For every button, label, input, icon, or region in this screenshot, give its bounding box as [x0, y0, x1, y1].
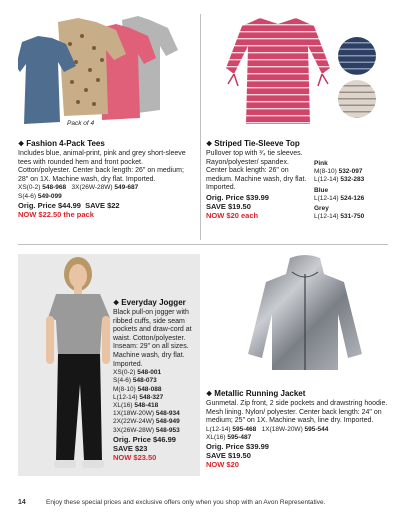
jacket-price: Orig. Price $39.99 [206, 442, 269, 452]
tees-title: ❖ Fashion 4-Pack Tees [18, 139, 105, 148]
diamond-icon: ❖ [206, 391, 213, 398]
jogger-save: SAVE $23 [113, 443, 148, 453]
sku-row: S(4-6) 548-073 [113, 377, 157, 385]
jogger-text [113, 298, 205, 462]
jacket-title: ❖ Metallic Running Jacket [206, 389, 306, 398]
color-swatch-blue[interactable] [338, 37, 376, 75]
striped-description: Pullover top with ³⁄₄ tie sleeves. Rayon/polyester/ spandex. Center back length: 26" on medium. Machine wash, dry flat. Imported. [206, 150, 307, 192]
color-name: Blue [314, 186, 329, 194]
sku-row: L(12-14) 548-327 [113, 393, 164, 401]
sku-row: L(12-14) 524-126 [314, 194, 365, 202]
tees-text [18, 139, 190, 219]
striped-now-price: NOW $20 each [206, 210, 259, 220]
jacket-sku-row: L(12-14) 595-468 1X(18W-20W) 595-544 [206, 425, 329, 433]
sku-row: 3X(26W-28W) 548-953 [113, 426, 180, 434]
diamond-icon: ❖ [206, 141, 213, 148]
striped-colors [314, 160, 396, 221]
striped-save: SAVE $19.50 [206, 201, 251, 211]
jogger-now-price: NOW $23.50 [113, 452, 157, 462]
page-number: 14 [18, 499, 26, 506]
jogger-description: Black pull-on jogger with ribbed cuffs, side seam pockets and draw-cord at waist. Cotton/polyester. Inseam: 29" on all sizes. Machine wash, dry flat. Imported. [113, 309, 192, 368]
pack-caption: Pack of 4 [67, 120, 95, 127]
tees-price: Orig. Price $44.99 SAVE $22 [18, 200, 120, 210]
jacket-save: SAVE $19.50 [206, 451, 251, 461]
diamond-icon: ❖ [18, 141, 25, 148]
sku-row: 1X(18W-20W) 548-934 [113, 410, 180, 418]
color-swatch-grey[interactable] [338, 80, 376, 118]
sku-row: M(8-10) 532-097 [314, 168, 363, 176]
striped-top-illustration [222, 12, 334, 130]
sku-row: 2X(22W-24W) 548-949 [113, 418, 180, 426]
page-footer [0, 496, 400, 514]
tees-image [18, 14, 190, 126]
color-name: Pink [314, 160, 328, 167]
sku-row: XS(0-2) 548-001 [113, 369, 162, 377]
striped-title: ❖ Striped Tie-Sleeve Top [206, 139, 300, 148]
diamond-icon: ❖ [113, 300, 120, 307]
row-divider [18, 244, 388, 245]
jacket-description: Gunmetal. Zip front, 2 side pockets and drawstring hoodie. Mesh lining. Nylon/ polyester. Center back length: 24" on medium; 25" on 1X. Machine wash, line dry. Imported. [206, 400, 388, 425]
tees-illustration [18, 14, 190, 126]
tees-description: Includes blue, animal-print, pink and grey short-sleeve tees with rounded hem and front pocket. Cotton/polyester. Center back length: 26" on medium; 28" on 1X. Machine wash, dry flat. Imported. [18, 150, 186, 183]
jacket-sku-row: XL(16) 595-487 [206, 433, 252, 441]
jacket-text [206, 389, 392, 469]
jacket-now-price: NOW $20 [206, 460, 239, 470]
jogger-title: ❖ Everyday Jogger [113, 298, 186, 307]
sku-row: L(12-14) 531-750 [314, 213, 365, 221]
sku-row: XL(16) 548-418 [113, 401, 159, 409]
striped-text [206, 139, 310, 220]
tees-sku-row: XS(0-2) 548-968 3X(26W-28W) 549-687 [18, 184, 139, 192]
tees-sku-row: S(4-6) 549-099 [18, 192, 62, 200]
sku-row: M(8-10) 548-088 [113, 385, 162, 393]
jacket-image [240, 254, 370, 374]
striped-price: Orig. Price $39.99 [206, 192, 269, 202]
column-divider [200, 14, 201, 240]
footer-text: Enjoy these special prices and exclusive offers only when you shop with an Avon Representative. [46, 499, 326, 506]
jogger-price: Orig. Price $46.99 [113, 434, 176, 444]
tees-now-price: NOW $22.50 the pack [18, 209, 94, 219]
sku-row: L(12-14) 532-283 [314, 176, 365, 184]
color-name: Grey [314, 205, 329, 213]
striped-top-image [222, 12, 334, 130]
jacket-illustration [240, 254, 370, 374]
